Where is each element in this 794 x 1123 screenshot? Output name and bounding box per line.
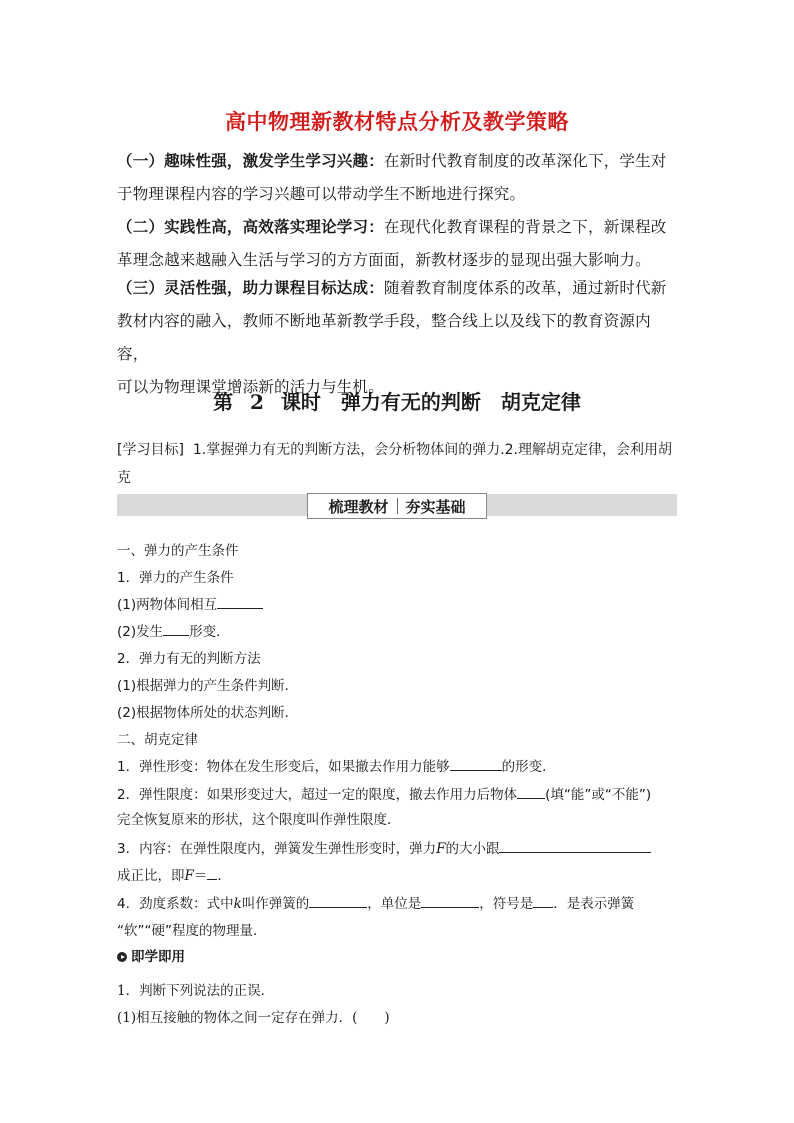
answer-blank[interactable] <box>163 623 189 636</box>
item-1-1a-text: (1)两物体间相互 <box>117 597 218 613</box>
item-2-1-post: 的形变． <box>501 759 556 775</box>
feature-3-text-cont: 教材内容的融入，教师不断地革新教学手段，整合线上以及线下的教育资源内容， <box>117 312 651 363</box>
equals-sign: ＝ <box>193 868 208 884</box>
item-2-4-mid3: ，符号是 <box>479 896 534 912</box>
banner-right: 夯实基础 <box>405 497 466 516</box>
item-2-4-post: ．是表示弹簧 <box>553 896 635 912</box>
item-1-2a: (1)根据弹力的产生条件判断． <box>117 678 299 694</box>
item-2-3 <box>117 837 651 857</box>
item-2-4 <box>117 892 634 912</box>
feature-2-text: 在现代化教育课程的背景之下，新课程改 <box>383 218 667 236</box>
feature-3-text: 随着教育制度体系的改革，通过新时代新 <box>383 279 667 297</box>
question-1-1: (1)相互接触的物体之间一定存在弹力．( ) <box>117 1010 390 1026</box>
item-2-2-post: (填“能”或“不能”) <box>545 787 652 803</box>
feature-3-text-end: 可以为物理课堂增添新的活力与生机。 <box>117 378 384 396</box>
feature-3 <box>117 271 677 404</box>
feature-1-text: 在新时代教育制度的改革深化下，学生对 <box>383 152 667 170</box>
item-2-2 <box>117 783 651 803</box>
item-2-1 <box>117 755 556 775</box>
item-1-2: 2．弹力有无的判断方法 <box>117 651 261 667</box>
lesson-title: 第 2 课时 弹力有无的判断 胡克定律 <box>213 390 581 414</box>
feature-2 <box>117 210 677 277</box>
goal-label: [学习目标] <box>117 442 184 458</box>
item-1-1b <box>117 620 230 640</box>
item-2-1-pre: 1．弹性形变：物体在发生形变后，如果撤去作用力能够 <box>117 759 450 775</box>
var-k: k <box>233 896 242 912</box>
period: ． <box>217 868 231 884</box>
answer-blank[interactable] <box>517 786 545 799</box>
apply-heading <box>117 945 185 965</box>
answer-blank[interactable] <box>499 840 651 853</box>
feature-1-heading: （一）趣味性强，激发学生学习兴趣： <box>117 151 384 170</box>
feature-2-text-cont: 革理念越来越融入生活与学习的方方面面，新教材逐步的显现出强大影响力。 <box>117 251 651 269</box>
item-1-1b-pre: (2)发生 <box>117 624 164 640</box>
answer-blank[interactable] <box>421 895 479 908</box>
banner-divider <box>397 498 398 514</box>
answer-blank[interactable] <box>450 758 502 771</box>
item-2-4-pre: 4．劲度系数：式中 <box>117 896 234 912</box>
article-title: 高中物理新教材特点分析及教学策略 <box>225 109 569 134</box>
goal-line-1: 1.掌握弹力有无的判断方法，会分析物体间的弹力.2.理解胡克定律，会利用胡克 <box>117 442 673 486</box>
section-banner <box>307 493 487 519</box>
item-2-3-post: 的大小跟 <box>445 841 500 857</box>
answer-blank[interactable] <box>309 895 367 908</box>
answer-blank[interactable] <box>207 867 217 880</box>
question-1: 1．判断下列说法的正误． <box>117 983 275 999</box>
answer-blank[interactable] <box>217 596 263 609</box>
item-2-3-line2 <box>117 864 231 884</box>
feature-1-text-cont: 于物理课程内容的学习兴趣可以带动学生不断地进行探究。 <box>117 185 526 203</box>
item-2-2-line2: 完全恢复原来的形状，这个限度叫作弹性限度． <box>117 812 401 828</box>
feature-3-heading: （三）灵活性强，助力课程目标达成： <box>117 278 384 297</box>
item-2-3-line2-pre: 成正比，即 <box>117 868 185 884</box>
var-F: F <box>436 841 446 857</box>
play-circle-icon <box>117 952 127 962</box>
item-1-1a <box>117 593 263 613</box>
item-2-2-pre: 2．弹性限度：如果形变过大，超过一定的限度，撤去作用力后物体 <box>117 787 518 803</box>
item-2-4-mid2: ，单位是 <box>367 896 422 912</box>
banner-left: 梳理教材 <box>328 497 389 516</box>
section-2-heading: 二、胡克定律 <box>117 732 198 748</box>
apply-label: 即学即用 <box>131 949 185 965</box>
item-1-1: 1．弹力的产生条件 <box>117 570 234 586</box>
feature-2-heading: （二）实践性高，高效落实理论学习： <box>117 217 384 236</box>
feature-1 <box>117 144 677 211</box>
item-2-3-pre: 3．内容：在弹性限度内，弹簧发生弹性形变时，弹力 <box>117 841 437 857</box>
answer-blank[interactable] <box>533 895 553 908</box>
item-2-4-mid1: 叫作弹簧的 <box>241 896 310 912</box>
section-1-heading: 一、弹力的产生条件 <box>117 543 239 559</box>
item-2-4-line2: “软”“硬”程度的物理量． <box>117 923 267 939</box>
var-F-formula: F <box>184 868 194 884</box>
item-1-1b-post: 形变． <box>189 624 230 640</box>
item-1-2b: (2)根据物体所处的状态判断． <box>117 705 299 721</box>
